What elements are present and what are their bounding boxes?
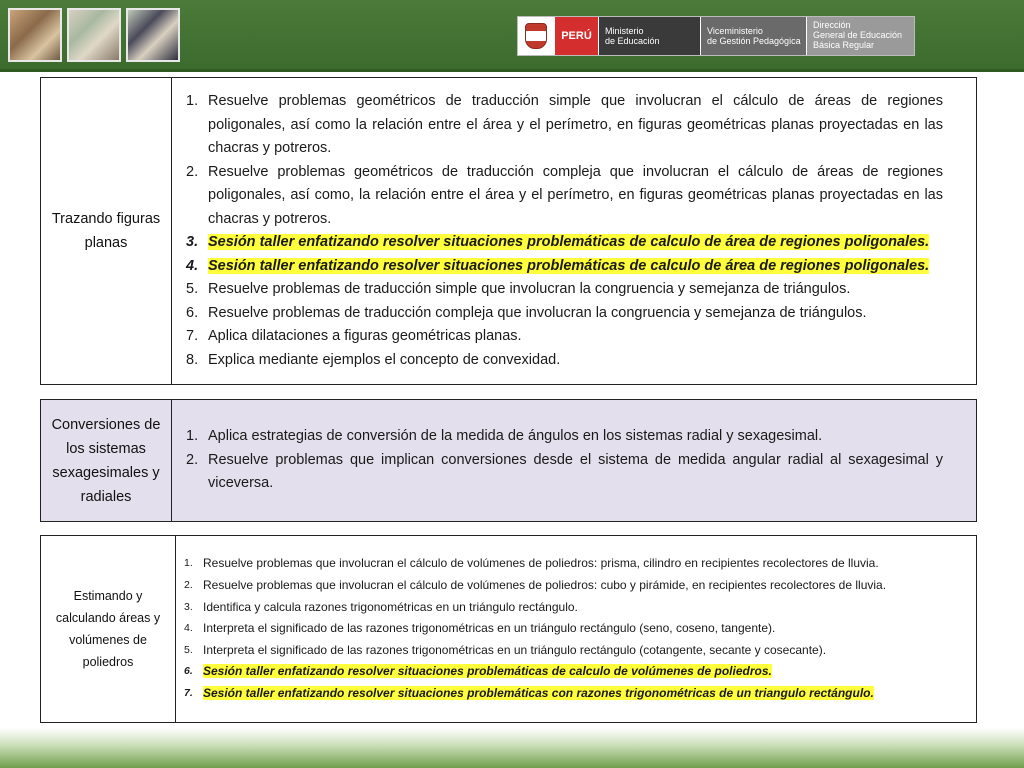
unit-table-2	[40, 399, 977, 522]
logo-direction: Dirección General de Educación Básica Regular	[806, 17, 914, 55]
list-item-highlighted: 3. Sesión taller enfatizando resolver situaciones problemáticas de calculo de área de regiones poligonales.	[186, 234, 930, 250]
list-item: 2. Resuelve problemas geométricos de traducción compleja que involucran el cálculo de áreas de regiones poligonales, así como, la relación entre el área y el perímetro, en figuras geométricas planas proyectadas en las chacras y potreros.	[186, 163, 943, 227]
list-item: 1. Resuelve problemas que involucran el cálculo de volúmenes de poliedros: prisma, cilindro en recipientes recolectores de lluvia.	[184, 556, 879, 571]
unit-topic: Trazando figuras planas	[41, 78, 172, 385]
coat-of-arms-icon	[518, 17, 554, 55]
list-item: 8. Explica mediante ejemplos el concepto de convexidad.	[186, 351, 561, 368]
logo-country: PERÚ	[554, 17, 598, 55]
list-item: 3. Identifica y calcula razones trigonométricas en un triángulo rectángulo.	[184, 599, 578, 614]
unit-table-3	[40, 535, 977, 723]
children-photo-2	[67, 8, 121, 62]
list-item: 2. Resuelve problemas que implican conversiones desde el sistema de medida angular radial al sexagesimal y viceversa.	[186, 451, 943, 492]
list-item: 2. Resuelve problemas que involucran el cálculo de volúmenes de poliedros: cubo y pirámide, en recipientes recolectores de lluvia.	[184, 578, 887, 593]
logo-vice-ministry: Viceministerio de Gestión Pedagógica	[700, 17, 806, 55]
unit-topic: Conversiones de los sistemas sexagesimales y radiales	[41, 400, 172, 522]
footer-gradient-bar	[0, 728, 1024, 768]
minedu-logo	[517, 16, 915, 56]
unit-topic: Estimando y calculando áreas y volúmenes de poliedros	[41, 536, 176, 723]
list-item: 4. Interpreta el significado de las razones trigonométricas en un triángulo rectángulo (seno, coseno, tangente).	[184, 621, 776, 636]
list-item-highlighted: 4. Sesión taller enfatizando resolver situaciones problemáticas de calculo de área de regiones poligonales.	[186, 257, 930, 274]
header-bar	[0, 0, 1024, 72]
unit-item-list	[186, 90, 943, 372]
list-item-highlighted: 6. Sesión taller enfatizando resolver situaciones problemáticas de calculo de volúmenes de poliedros.	[184, 664, 772, 679]
unit-item-list	[186, 425, 943, 496]
unit-table-1	[40, 77, 977, 385]
list-item: 1. Aplica estrategias de conversión de la medida de ángulos en los sistemas radial y sexagesimal.	[186, 428, 823, 445]
logo-ministry: Ministerio de Educación	[598, 17, 700, 55]
children-photo-1	[8, 8, 62, 62]
unit-item-list	[184, 553, 956, 704]
list-item-highlighted: 7. Sesión taller enfatizando resolver situaciones problemáticas con razones trigonométricas de un triangulo rectángulo.	[184, 685, 874, 700]
list-item: 5. Interpreta el significado de las razones trigonométricas en un triángulo rectángulo (cotangente, secante y cosecante).	[184, 642, 827, 657]
children-photo-3	[126, 8, 180, 62]
list-item: 1. Resuelve problemas geométricos de traducción simple que involucran el cálculo de áreas de regiones poligonales, así como la relación entre el área y el perímetro, en figuras geométricas planas proyectadas en las chacras y potreros.	[186, 93, 943, 156]
list-item: 5. Resuelve problemas de traducción simple que involucran la congruencia y semejanza de triángulos.	[186, 281, 851, 297]
list-item: 6. Resuelve problemas de traducción compleja que involucran la congruencia y semejanza de triángulos.	[186, 304, 867, 321]
list-item: 7. Aplica dilataciones a figuras geométricas planas.	[186, 328, 522, 344]
